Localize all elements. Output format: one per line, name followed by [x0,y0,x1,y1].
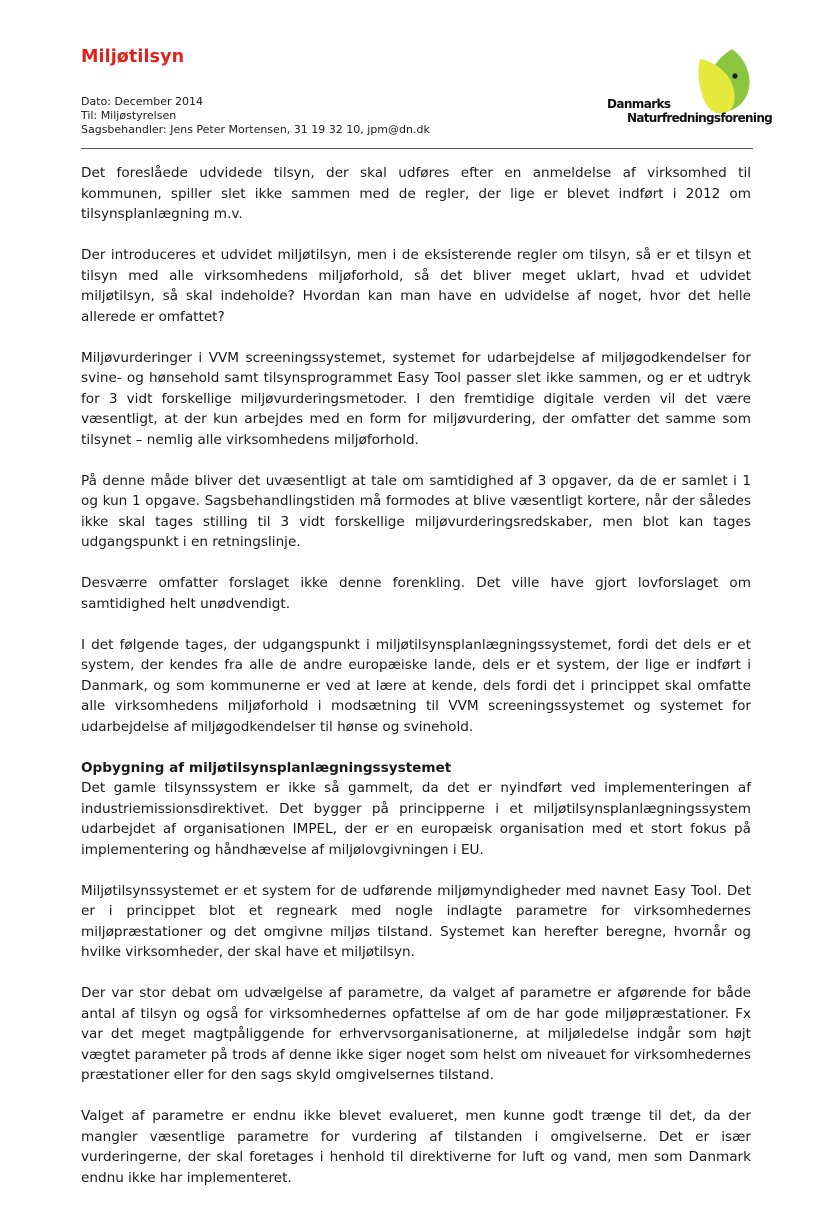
paragraph-9: Der var stor debat om udvælgelse af parametre, da valget af parametre er afgørende for både antal af tilsyn og også for virksomhedernes opfattelse af om de har gode miljøpræstationer. Fx var det meget magtpåliggende for erhvervsorganisationerne, at miljøledelse indgår som højt vægtet parameter på trods af denne ikke siger noget som helst om niveauet for virksomhedernes præstationer eller for den sags skyld omgivelsernes tilstand. [81,985,751,1083]
paragraph-2: Der introduceres et udvidet miljøtilsyn, men i de eksisterende regler om tilsyn, så er et tilsyn et tilsyn med alle virksomhedens miljøforhold, så det bliver meget uklart, hvad et udvidet miljøtilsyn, så skal indeholde? Hvordan kan man have en udvidelse af noget, hvor det helle allerede er omfattet? [81,247,751,325]
recipient-line: Til: Miljøstyrelsen [81,108,177,122]
paragraph-3: Miljøvurderinger i VVM screeningssystemet, systemet for udarbejdelse af miljøgodkendelser for svine- og hønsehold samt tilsynsprogrammet Easy Tool passer slet ikke sammen, og er et udtryk for 3 vidt forskellige miljøvurderingsmetoder. I den fremtidige digitale verden vil det være væsentligt, at der kun arbejdes med en form for miljøvurdering, der omfatter det samme som tilsynet – nemlig alle virksomhedens miljøforhold. [81,349,751,448]
paragraph-8: Miljøtilsynssystemet er et system for de udførende miljømyndigheder med navnet Easy Tool. Det er i princippet blot et regneark med nogle indlagte parametre for virksomhedernes miljøpræstationer og det omgivne miljøs tilstand. Systemet kan herefter beregne, hvornår og hvilke virksomheder, der skal have et miljøtilsyn. [81,882,751,960]
paragraph-5: Desværre omfatter forslaget ikke denne forenkling. Det ville have gjort lovforslaget om samtidighed helt unødvendigt. [81,575,751,612]
document-body [81,163,751,1209]
paragraph-4: På denne måde bliver det uvæsentligt at tale om samtidighed af 3 opgaver, da de er samlet i 1 og kun 1 opgave. Sagsbehandlingstiden må formodes at blive væsentligt kortere, når der således ikke skal tages stilling til 3 vidt forskellige miljøvurderingsredskaber, men blot kan tages udgangspunkt i en retningslinje. [81,472,751,550]
header-divider [81,148,753,149]
paragraph-10: Valget af parametre er endnu ikke blevet evalueret, men kunne godt trænge til det, da der mangler væsentlige parametre for vurdering af tilstanden i omgivelserne. Det er især vurderingerne, der skal foretages i henhold til direktiverne for luft og vand, men som Danmark endnu ikke har implementeret. [81,1108,751,1186]
logo-text-line2: Naturfredningsforening [627,111,773,125]
paragraph-1: Det foreslåede udvidede tilsyn, der skal udføres efter en anmeldelse af virksomhed til kommunen, spiller slet ikke sammen med de regler, der lige er blevet indført i 2012 om tilsynsplanlægning m.v. [81,165,751,222]
section-heading: Opbygning af miljøtilsynsplanlægningssystemet [81,759,452,776]
document-meta [81,95,430,136]
document-title: Miljøtilsyn [81,47,185,67]
date-line: Dato: December 2014 [81,95,203,108]
case-handler-line: Sagsbehandler: Jens Peter Mortensen, 31 19 32 10, jpm@dn.dk [81,122,430,136]
logo-text-line1: Danmarks [607,97,671,111]
paragraph-7: Det gamle tilsynssystem er ikke så gammelt, da det er nyindført ved implementeringen af industriemissionsdirektivet. Det bygger på principperne i et miljøtilsynsplanlægningssystem udarbejdet af organisationen IMPEL, der er en europæisk organisation med et stort fokus på implementering og håndhævelse af miljølovgivningen i EU. [81,780,751,858]
paragraph-6: I det følgende tages, der udgangspunkt i miljøtilsynsplanlægningssystemet, fordi det dels er et system, der kendes fra alle de andre europæiske lande, dels er et system, der lige er indført i Danmark, og som kommunerne er ved at lære at kende, dels fordi det i princippet skal omfatte alle virksomhedens miljøforhold i modsætning til VVM screeningssystemet og systemet for udarbejdelse af miljøgodkendelser til hønse og svinehold. [81,636,751,735]
